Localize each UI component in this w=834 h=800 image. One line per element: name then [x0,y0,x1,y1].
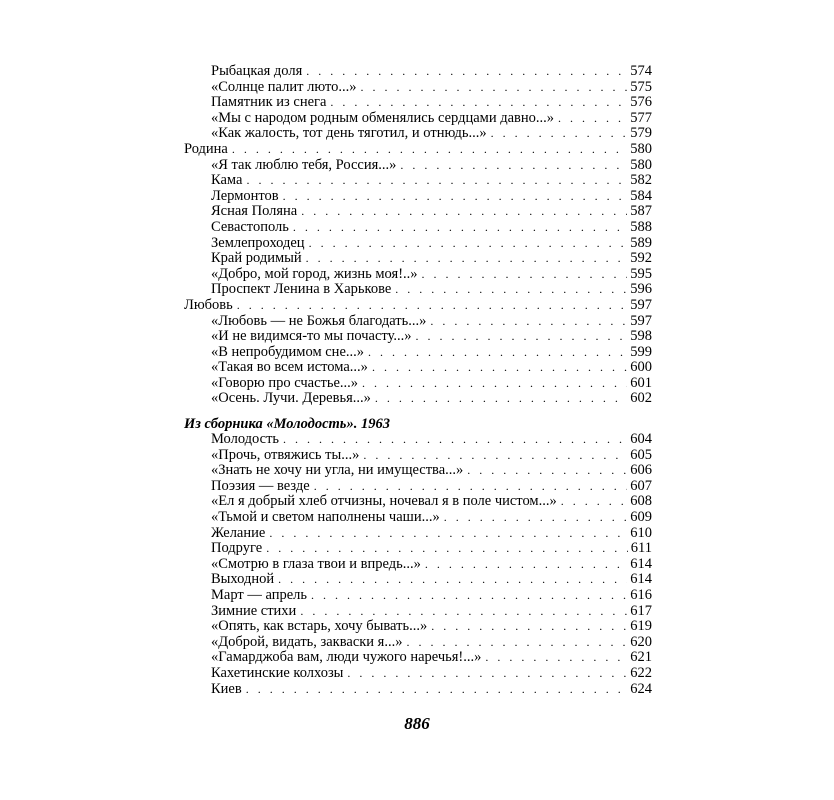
toc-entry-title: Край родимый [211,250,302,267]
toc-entry-page: 607 [630,477,652,494]
toc-entry-title: Памятник из снега [211,94,327,111]
toc-entry-page: 609 [630,509,652,526]
toc-entry [184,619,652,635]
toc-entry-page: 580 [630,140,652,157]
toc-entry-page: 584 [630,187,652,204]
toc-entry-page: 597 [630,312,652,329]
toc-entry-title: «Любовь — не Божья благодать...» [211,312,427,329]
toc-entry [184,298,652,314]
toc-entry-title: «Ел я добрый хлеб отчизны, ночевал я в поле чистом...» [211,493,557,510]
section-heading: Из сборника «Молодость». 1963 [184,416,390,433]
toc-entry [184,376,652,392]
toc-entry [184,204,652,220]
dot-leader [314,479,628,495]
dot-leader [283,189,628,205]
toc-entry-title: «Я так люблю тебя, Россия...» [211,156,397,173]
toc-entry-page: 579 [630,125,652,142]
toc-entry [184,173,652,189]
dot-leader [237,298,627,314]
dot-leader [430,314,627,330]
toc-entry-page: 582 [630,172,652,189]
dot-leader [266,541,628,557]
toc-entry-title: «Как жалость, тот день тяготил, и отнюдь...» [211,125,487,142]
toc-entry-title: «Добро, мой город, жизнь моя!..» [211,265,418,282]
toc-entry-page: 580 [630,156,652,173]
dot-leader [400,158,627,174]
dot-leader [283,432,627,448]
toc-entry-title: «Доброй, видать, закваски я...» [211,633,403,650]
dot-leader [301,204,627,220]
toc-entry [184,448,652,464]
toc-entry-title: Подруге [211,540,263,557]
toc-entry [184,189,652,205]
toc-entry-page: 621 [630,649,652,666]
dot-leader [406,635,627,651]
toc-entry-title: «Говорю про счастье...» [211,374,359,391]
toc-entry-title: «Прочь, отвяжись ты...» [211,446,360,463]
toc-entry [184,541,652,557]
toc-entry-page: 587 [630,203,652,220]
dot-leader [491,126,628,142]
toc-entry [184,463,652,479]
dot-leader [375,391,627,407]
toc-entry-page: 606 [630,462,652,479]
toc-entry-page: 576 [630,94,652,111]
toc-entry-title: «Такая во всем истома...» [211,359,368,376]
table-of-contents [184,64,652,697]
toc-entry-title: Зимние стихи [211,602,297,619]
toc-entry-title: Молодость [211,431,280,448]
toc-entry-page: 600 [630,359,652,376]
dot-leader [293,220,627,236]
toc-entry-page: 624 [630,680,652,697]
toc-entry-title: Родина [184,140,228,157]
toc-entry-page: 601 [630,374,652,391]
toc-entry-title: Март — апрель [211,587,308,603]
toc-entry-title: Любовь [184,296,233,313]
toc-entry-page: 577 [630,109,652,126]
toc-entry-title: Севастополь [211,218,289,235]
dot-leader [372,360,627,376]
dot-leader [444,510,628,526]
dot-leader [395,282,627,298]
toc-entry-page: 611 [630,540,652,557]
dot-leader [306,251,628,267]
toc-entry [184,251,652,267]
toc-entry-title: Рыбацкая доля [211,63,303,79]
toc-entry-page: 619 [630,618,652,635]
dot-leader [425,557,627,573]
toc-entry-title: Проспект Ленина в Харькове [211,281,392,298]
dot-leader [232,142,627,158]
toc-block-1 [184,64,652,407]
toc-entry-title: Выходной [211,571,275,588]
toc-entry [184,158,652,174]
toc-entry [184,95,652,111]
toc-entry-page: 596 [630,281,652,298]
toc-entry-page: 597 [630,296,652,313]
toc-entry [184,572,652,588]
toc-entry [184,510,652,526]
dot-leader [368,345,627,361]
toc-entry-page: 604 [630,431,652,448]
toc-entry-title: «Гамарджоба вам, люди чужого наречья!...» [211,649,482,666]
toc-entry [184,557,652,573]
toc-entry [184,604,652,620]
dot-leader [300,604,627,620]
toc-entry-page: 602 [630,390,652,407]
toc-entry-title: Киев [211,680,242,697]
toc-entry-page: 614 [630,555,652,572]
dot-leader [330,95,627,111]
toc-entry [184,666,652,682]
toc-entry-page: 592 [630,250,652,267]
toc-entry-page: 599 [630,343,652,360]
dot-leader [306,64,627,80]
toc-entry-page: 605 [630,446,652,463]
toc-entry [184,142,652,158]
toc-entry [184,360,652,376]
toc-entry [184,220,652,236]
toc-entry [184,282,652,298]
page-number: 886 [404,714,430,733]
toc-block-2 [184,432,652,697]
toc-entry-title: «Опять, как встарь, хочу бывать...» [211,618,428,635]
toc-entry-page: 574 [630,63,652,79]
toc-entry [184,329,652,345]
toc-entry [184,64,652,80]
dot-leader [278,572,627,588]
toc-entry [184,111,652,127]
dot-leader [431,619,627,635]
toc-entry-title: «В непробудимом сне...» [211,343,365,360]
dot-leader [485,650,627,666]
toc-entry-page: 589 [630,234,652,251]
toc-entry-title: «Смотрю в глаза твои и впредь...» [211,555,421,572]
toc-entry-page: 610 [630,524,652,541]
dot-leader [360,80,627,96]
dot-leader [561,494,628,510]
toc-entry-page: 620 [630,633,652,650]
toc-entry-page: 617 [630,602,652,619]
toc-entry-page: 616 [630,587,652,603]
toc-entry-page: 614 [630,571,652,588]
toc-entry-title: «Осень. Лучи. Деревья...» [211,390,371,407]
toc-entry-title: «Мы с народом родным обменялись сердцами давно...» [211,109,554,126]
dot-leader [309,236,628,252]
dot-leader [362,376,627,392]
toc-entry-title: Ясная Поляна [211,203,298,220]
dot-leader [269,526,627,542]
toc-entry-title: «Солнце палит люто...» [211,78,357,95]
toc-entry-page: 598 [630,328,652,345]
toc-entry [184,267,652,283]
toc-entry-title: «Тьмой и светом наполнены чаши...» [211,509,440,526]
toc-entry [184,126,652,142]
toc-entry-title: Кама [211,172,243,189]
toc-entry-title: «И не видимся-то мы почасту...» [211,328,412,345]
dot-leader [363,448,627,464]
toc-entry [184,345,652,361]
toc-entry-page: 595 [630,265,652,282]
toc-entry-title: Желание [211,524,266,541]
toc-entry [184,526,652,542]
toc-entry [184,494,652,510]
toc-entry [184,314,652,330]
toc-entry-page: 575 [630,78,652,95]
toc-entry [184,391,652,407]
toc-entry [184,635,652,651]
toc-entry [184,479,652,495]
toc-entry [184,588,652,604]
dot-leader [246,682,628,698]
toc-entry [184,650,652,666]
toc-entry [184,432,652,448]
dot-leader [311,588,627,604]
toc-entry [184,236,652,252]
toc-entry-title: Землепроходец [211,234,305,251]
toc-entry-title: «Знать не хочу ни угла, ни имущества...» [211,462,464,479]
dot-leader [467,463,627,479]
toc-entry [184,682,652,698]
toc-entry-page: 622 [630,664,652,681]
dot-leader [347,666,627,682]
toc-entry [184,80,652,96]
dot-leader [422,267,628,283]
dot-leader [558,111,627,127]
toc-entry-page: 588 [630,218,652,235]
toc-entry-title: Кахетинские колхозы [211,664,344,681]
dot-leader [246,173,627,189]
toc-entry-title: Лермонтов [211,187,279,204]
toc-entry-title: Поэзия — везде [211,477,310,494]
toc-entry-page: 608 [630,493,652,510]
dot-leader [415,329,627,345]
